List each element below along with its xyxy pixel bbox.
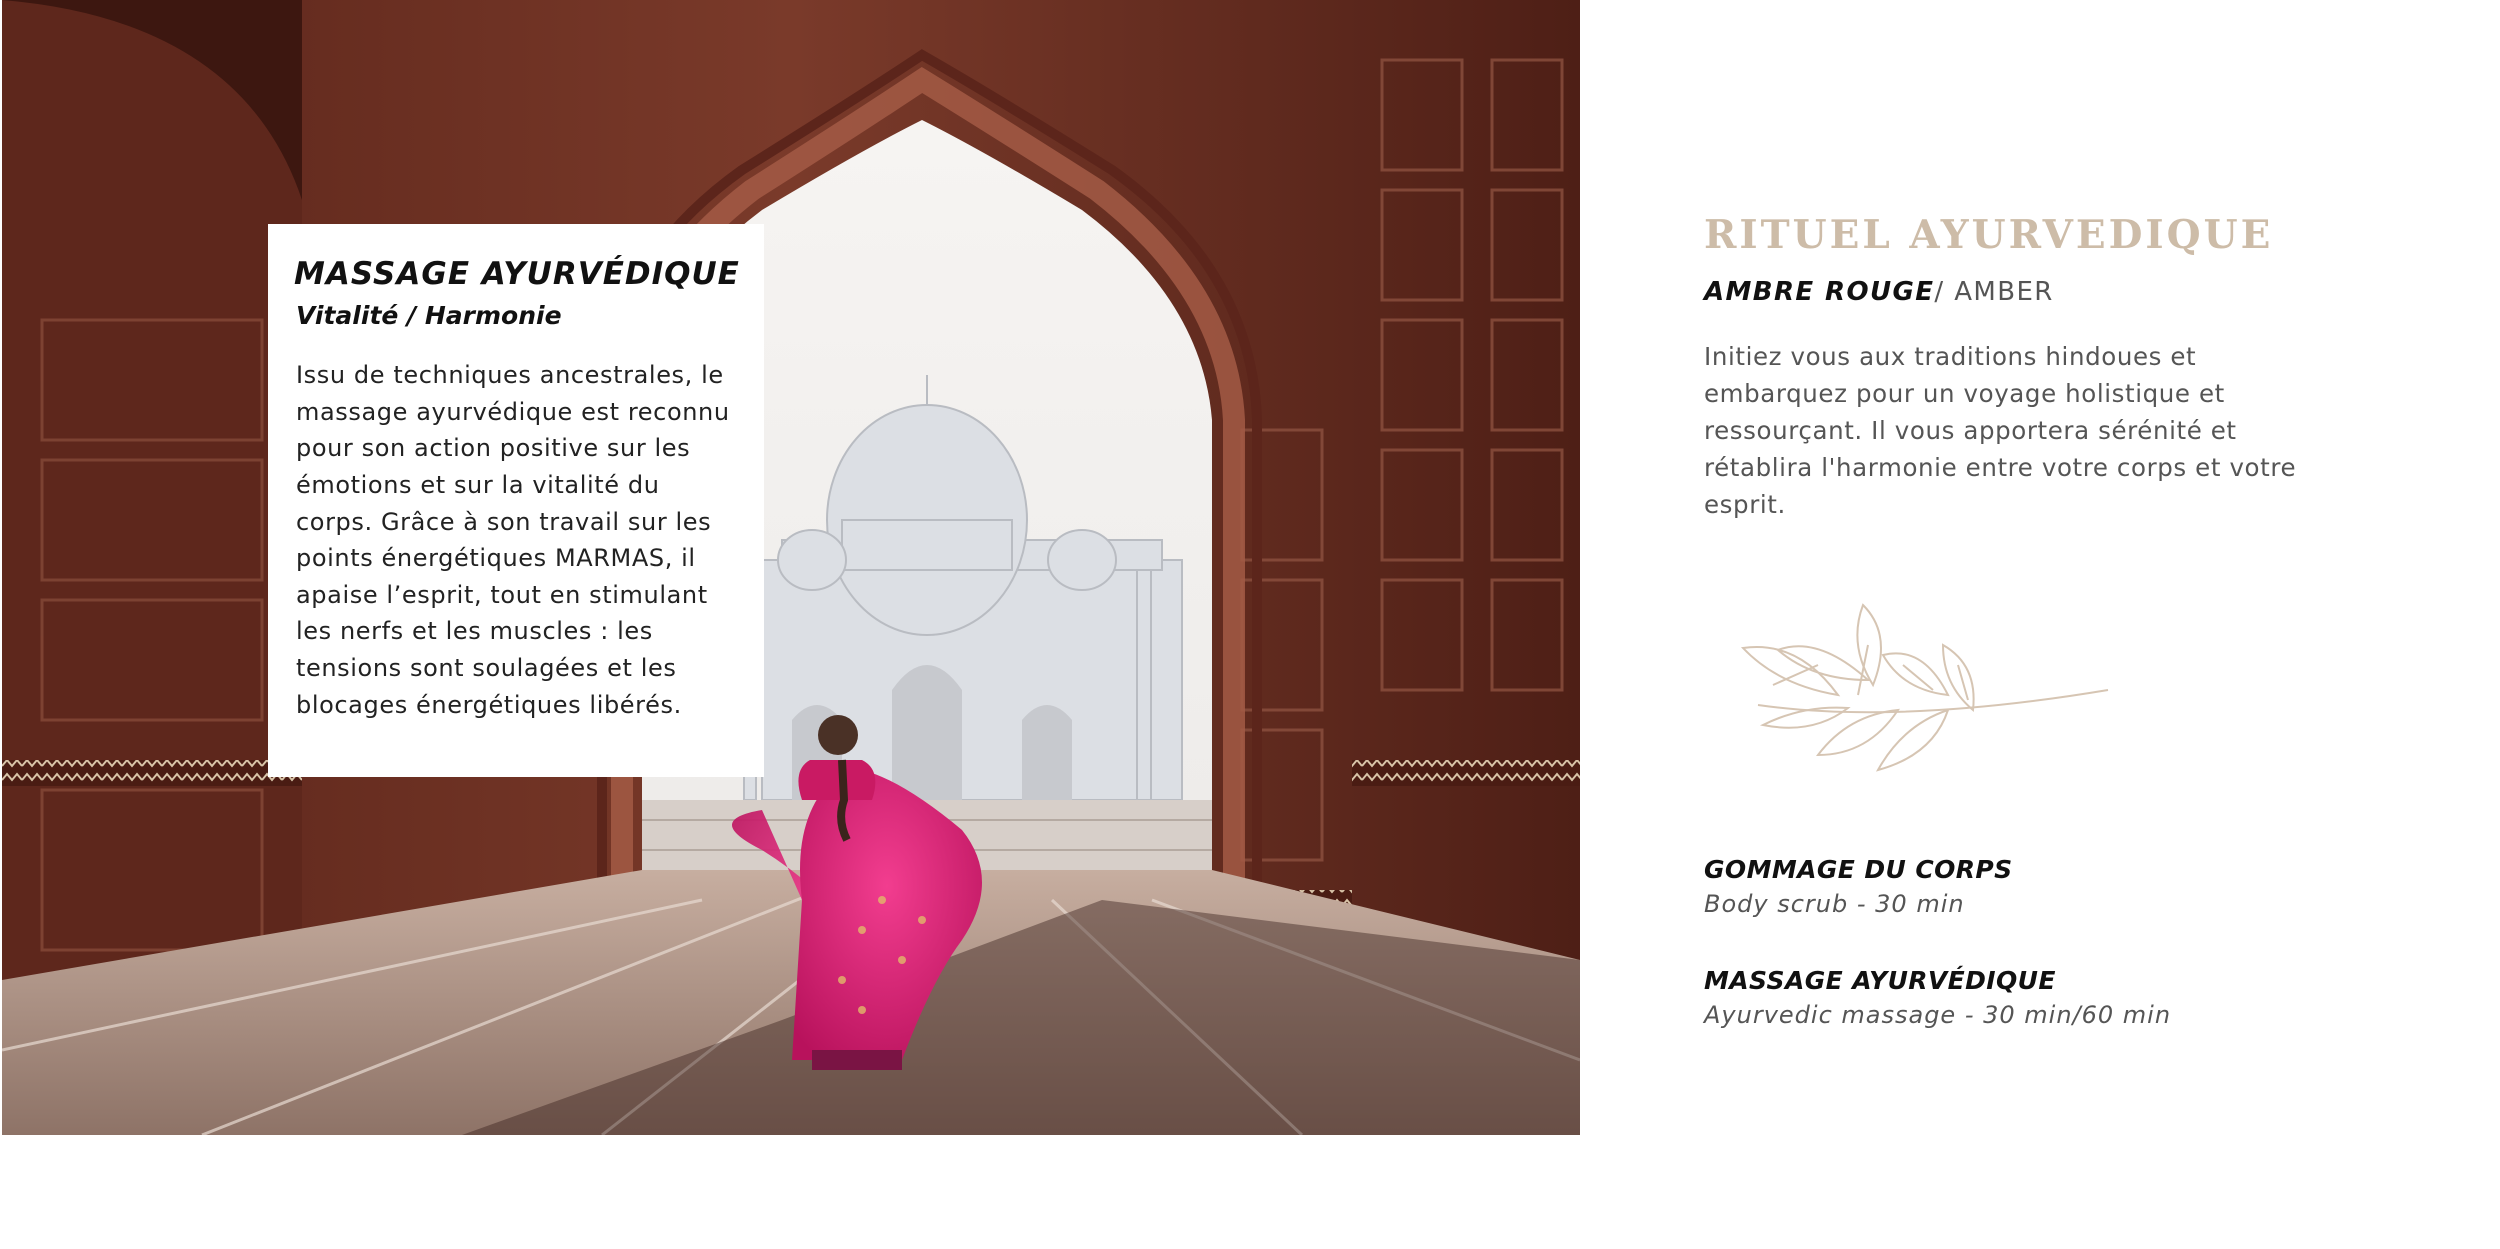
- product-line: [1704, 277, 2304, 308]
- card-title: MASSAGE AYURVÉDIQUE: [294, 256, 740, 292]
- hero-photo: [2, 0, 1580, 1135]
- treatment-name: MASSAGE AYURVÉDIQUE: [1704, 966, 2056, 995]
- treatment-description: Ayurvedic massage - 30 min/60 min: [1704, 1000, 2172, 1029]
- ritual-title: RITUEL AYURVEDIQUE: [1704, 212, 2274, 258]
- treatment-name: GOMMAGE DU CORPS: [1704, 855, 2013, 884]
- product-name: AMBRE ROUGE: [1704, 276, 1935, 307]
- treatment-description: Body scrub - 30 min: [1704, 889, 1965, 918]
- treatment-item: [1704, 965, 2404, 1031]
- card-subtitle: Vitalité / Harmonie: [296, 301, 562, 331]
- ritual-intro: Initiez vous aux traditions hindoues et embarquez pour un voyage holistique et ressourçant. Il vous apportera sérénité et rétablira l'harmonie entre votre corps et votre esprit.: [1704, 341, 2297, 519]
- leaf-branch-icon: [1718, 585, 2118, 785]
- massage-info-card: [268, 224, 764, 777]
- card-description: Issu de techniques ancestrales, le massage ayurvédique est reconnu pour son action positive sur les émotions et sur la vitalité du corps. Grâce à son travail sur les points énergétiques MARMAS, il apaise l’esprit, tout en stimulant les nerfs et les muscles : les tensions sont soulagées et les blocages énergétiques libérés.: [296, 361, 730, 719]
- taj-mahal-arch-image: [2, 0, 1580, 1135]
- ritual-section: [1704, 212, 2304, 547]
- treatment-item: [1704, 854, 2404, 920]
- product-separator: /: [1934, 276, 1955, 307]
- product-subtitle: AMBER: [1954, 276, 2054, 307]
